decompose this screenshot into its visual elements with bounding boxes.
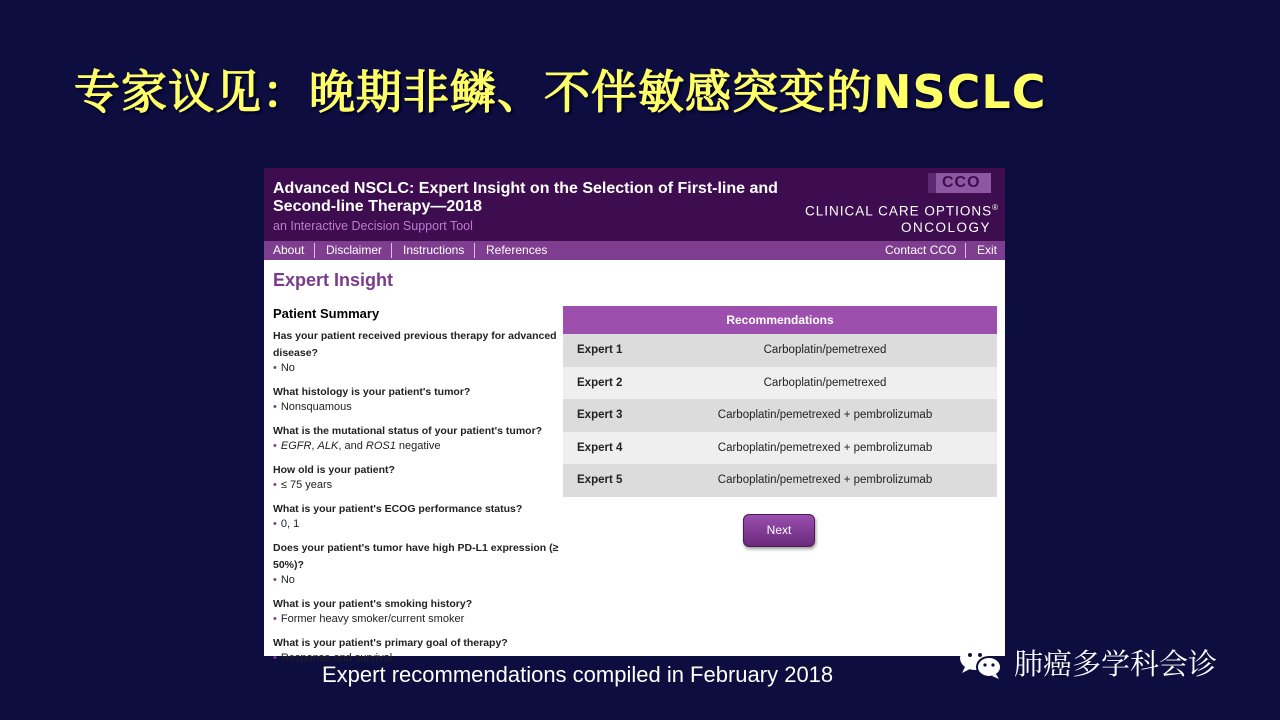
next-button[interactable]: Next [743,514,815,547]
summary-item [273,596,563,626]
bullet-icon: • [273,401,277,413]
table-row [563,367,997,400]
app-title: Advanced NSCLC: Expert Insight on the Selection of First-line and Second-line Therapy—2018 [273,180,778,215]
expert-label: Expert 5 [577,474,623,486]
slide-caption: Expert recommendations compiled in February 2018 [322,662,834,687]
summary-answer: • ≤ 75 years [273,479,333,491]
summary-question: What histology is your patient's tumor? [273,386,471,398]
summary-question: What is your patient's primary goal of therapy? [273,637,508,649]
summary-item [273,423,563,453]
nav-separator [474,243,475,258]
wechat-icon [956,642,1006,682]
summary-question: What is your patient's ECOG performance status? [273,503,523,515]
recommendation-value: Carboplatin/pemetrexed [763,376,887,389]
app-header [264,168,1005,241]
nav-disclaimer[interactable]: Disclaimer [326,243,383,257]
recommendation-value: Carboplatin/pemetrexed + pembrolizumab [717,409,933,421]
nav-exit[interactable]: Exit [977,243,998,257]
bullet-icon: • [273,613,277,625]
summary-question: What is your patient's smoking history? [273,598,473,610]
cco-logo-line2: ONCOLOGY [900,220,991,235]
summary-item [273,501,563,531]
summary-answer: • Former heavy smoker/current smoker [273,613,465,625]
summary-question: Has your patient received previous therapy for advanced disease? [273,330,557,359]
nav-contact-cco[interactable]: Contact CCO [885,243,957,257]
summary-answer: • Response and survival [273,652,393,664]
summary-question: Does your patient's tumor have high PD-L1 expression (≥ 50%)? [273,542,559,571]
expert-label: Expert 4 [577,441,623,454]
recommendation-value: Carboplatin/pemetrexed [763,344,887,356]
expert-label: Expert 3 [577,409,623,421]
expert-label: Expert 1 [577,344,623,356]
summary-answer: • EGFR, ALK, and ROS1 negative [273,440,441,452]
summary-answer: • Nonsquamous [273,401,352,413]
summary-item [273,635,563,665]
table-row [563,334,997,367]
table-row [563,432,997,465]
summary-question: What is the mutational status of your patient's tumor? [273,425,543,437]
table-row [563,399,997,432]
nav-separator [965,243,966,258]
patient-summary [273,306,563,674]
cco-logo-line1: CLINICAL CARE OPTIONS® [805,203,999,219]
bullet-icon: • [273,362,277,374]
recommendation-value: Carboplatin/pemetrexed + pembrolizumab [717,441,933,454]
summary-item [273,540,563,587]
recommendation-value: Carboplatin/pemetrexed + pembrolizumab [717,474,933,486]
patient-summary-title: Patient Summary [273,306,380,321]
nav-instructions[interactable]: Instructions [403,243,465,257]
watermark-text: 肺癌多学科会诊 [1014,646,1218,681]
watermark [956,640,1217,684]
slide-title: 专家议见：晚期非鳞、不伴敏感突变的NSCLC [74,65,1047,119]
summary-item [273,328,563,375]
nav-references[interactable]: References [486,243,548,257]
nav-separator [391,243,392,258]
bullet-icon: • [273,574,277,586]
recommendations-table [563,306,997,497]
bullet-icon: • [273,479,277,491]
bullet-icon: • [273,652,277,664]
nav-bar [264,241,1005,260]
bullet-icon: • [273,440,277,452]
summary-question: How old is your patient? [273,464,395,476]
recommendations-header: Recommendations [563,306,997,334]
summary-answer: • 0, 1 [273,518,300,530]
app-subtitle: an Interactive Decision Support Tool [273,219,473,233]
expert-label: Expert 2 [577,376,623,389]
app-window [264,168,1005,664]
cco-logo-mark: CCO [942,174,981,191]
section-title: Expert Insight [273,270,394,290]
nav-separator [314,243,315,258]
bullet-icon: • [273,518,277,530]
nav-about[interactable]: About [273,243,305,257]
summary-item [273,384,563,414]
cco-logo [928,173,991,193]
summary-item [273,462,563,492]
summary-answer: • No [273,574,295,586]
table-row [563,464,997,497]
summary-answer: • No [273,362,295,374]
